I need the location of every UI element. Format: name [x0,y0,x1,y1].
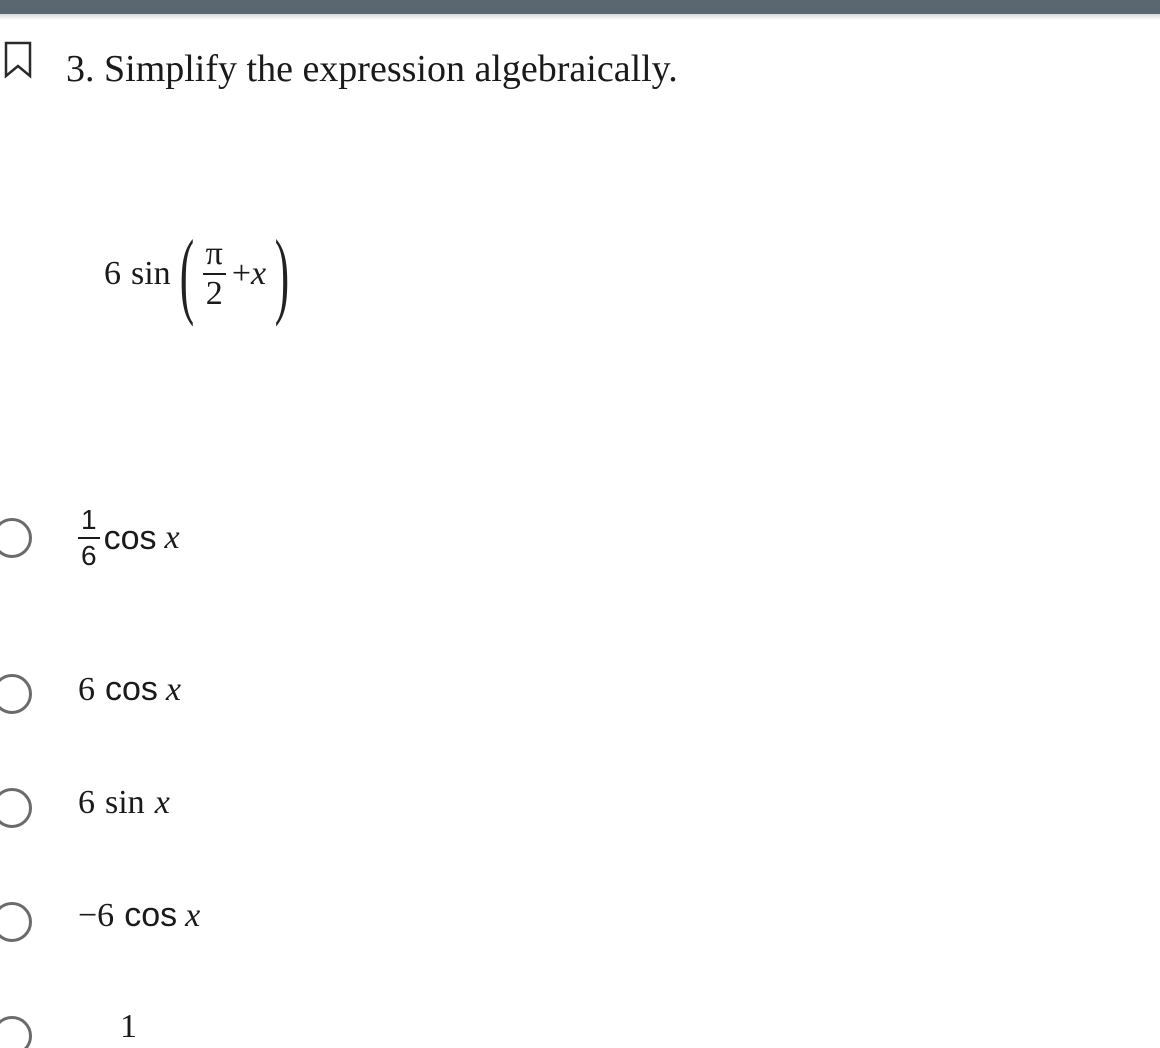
option-5-numerator: 1 [120,1008,137,1045]
option-1-numerator: 1 [81,504,97,535]
bookmark-icon[interactable] [2,40,34,80]
question-number: 3. [66,48,95,90]
answer-option-3[interactable] [0,776,1160,836]
answer-option-5[interactable] [0,1004,1160,1048]
option-1-math [78,506,180,570]
expr-variable: x [251,255,267,292]
toolbar-shadow [0,14,1160,20]
expr-function: sin [131,255,171,292]
option-3-variable: x [154,784,170,821]
option-1-function: cos [103,518,157,557]
question-text: Simplify the expression algebraically. [104,48,678,90]
expr-fraction [203,237,226,311]
option-1-denominator: 6 [81,540,97,571]
option-1-variable: x [164,519,180,556]
option-3-function: sin [105,784,145,821]
option-4-math [78,896,200,935]
top-toolbar [0,0,1160,14]
option-2-variable: x [165,670,182,708]
option-1-fraction [78,506,100,570]
radio-unselected-icon[interactable] [0,518,32,558]
expr-numerator: π [205,235,223,272]
expr-coefficient: 6 [104,255,121,292]
expr-paren-close: ) [274,220,290,327]
option-4-variable: x [185,896,201,934]
option-4-function: cos [124,896,178,934]
answer-option-1[interactable] [0,504,1160,571]
expr-plus: + [231,255,252,292]
question-title [66,44,678,94]
option-2-function: cos [105,670,158,708]
expr-paren-open: ( [179,220,194,327]
answer-option-2[interactable] [0,664,1160,724]
option-5-math [120,1008,137,1046]
expr-denominator: 2 [205,275,223,312]
radio-unselected-icon[interactable] [0,902,32,942]
option-2-math [78,670,181,709]
answer-option-4[interactable] [0,890,1160,950]
question-expression [104,220,298,327]
radio-unselected-icon[interactable] [0,1016,32,1048]
radio-unselected-icon[interactable] [0,788,32,828]
option-4-coefficient: −6 [78,896,115,934]
option-3-math [78,784,170,822]
option-2-coefficient: 6 [78,670,95,708]
option-3-coefficient: 6 [78,784,95,821]
radio-unselected-icon[interactable] [0,674,32,714]
